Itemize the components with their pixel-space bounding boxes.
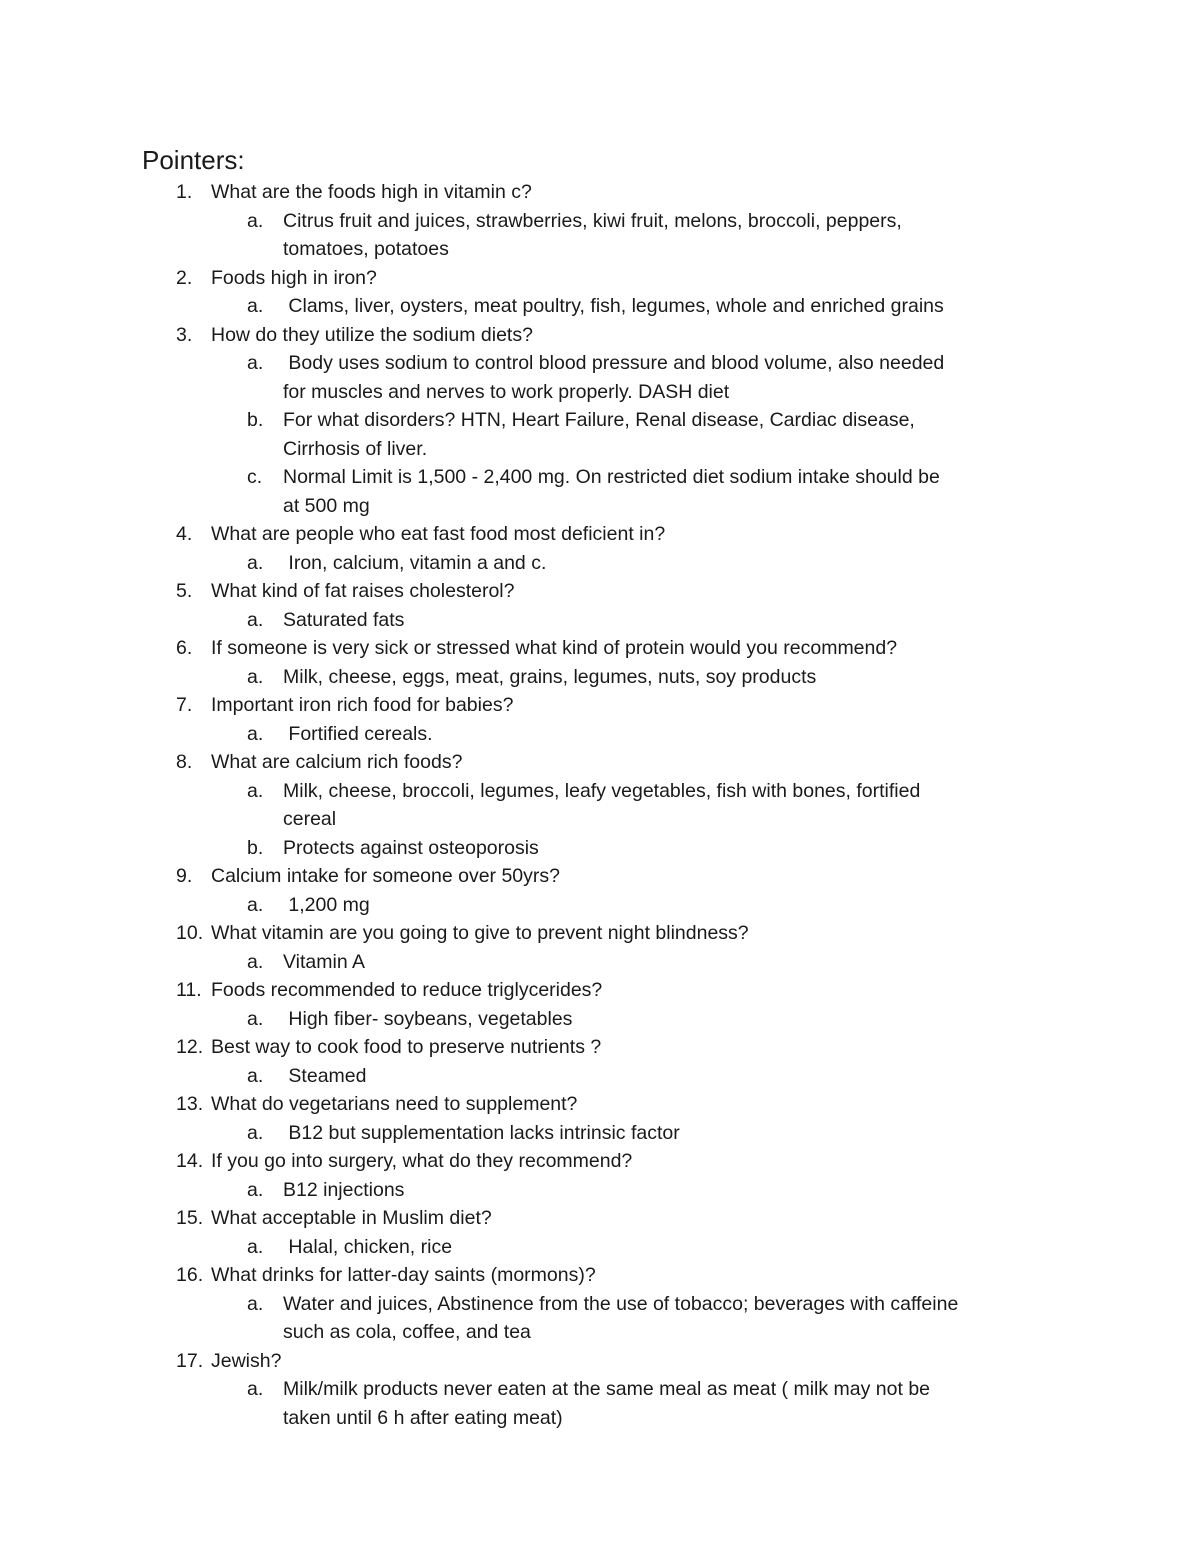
answer-list bbox=[211, 891, 1100, 920]
answer-text: Milk, cheese, eggs, meat, grains, legumes, nuts, soy products bbox=[283, 665, 817, 688]
answer-letter: a. bbox=[247, 1292, 264, 1315]
answer-letter: a. bbox=[247, 551, 264, 574]
answer-text: Halal, chicken, rice bbox=[283, 1235, 453, 1258]
answer-text: Citrus fruit and juices, strawberries, kiwi fruit, melons, broccoli, peppers, tomatoes, potatoes bbox=[283, 209, 908, 260]
answer-item bbox=[0, 1233, 1100, 1262]
answer-text: Fortified cereals. bbox=[283, 722, 433, 745]
question-text: Foods high in iron? bbox=[211, 266, 377, 289]
question-item bbox=[0, 520, 1200, 577]
answer-item bbox=[0, 1375, 1100, 1432]
question-number: 17. bbox=[176, 1349, 204, 1372]
answer-list bbox=[211, 1375, 1100, 1432]
answer-letter: a. bbox=[247, 1007, 264, 1030]
answer-list bbox=[211, 1062, 1100, 1091]
question-text: What vitamin are you going to give to prevent night blindness? bbox=[211, 922, 749, 944]
answer-list bbox=[211, 777, 1100, 863]
question-item bbox=[0, 1347, 1200, 1433]
answer-letter: a. bbox=[247, 1378, 264, 1400]
answer-item bbox=[0, 1119, 1100, 1148]
answer-text: Iron, calcium, vitamin a and c. bbox=[283, 551, 547, 574]
question-text: If you go into surgery, what do they recommend? bbox=[211, 1150, 633, 1172]
question-number: 11. bbox=[176, 979, 202, 1001]
question-item bbox=[0, 1090, 1200, 1147]
question-text: What kind of fat raises cholesterol? bbox=[211, 580, 515, 602]
answer-item bbox=[0, 1005, 1100, 1034]
answer-list bbox=[211, 292, 1100, 321]
answer-text: Saturated fats bbox=[283, 608, 405, 631]
question-number: 16. bbox=[176, 1264, 204, 1286]
answer-text: Normal Limit is 1,500 - 2,400 mg. On restricted diet sodium intake should be at 500 mg bbox=[283, 466, 946, 517]
answer-item bbox=[0, 463, 1100, 520]
answer-item bbox=[0, 663, 1100, 692]
answer-letter: a. bbox=[247, 352, 264, 374]
question-item bbox=[0, 1147, 1200, 1204]
question-item bbox=[0, 264, 1200, 321]
answer-text: Milk/milk products never eaten at the same meal as meat ( milk may not be taken until 6 h after eating meat) bbox=[283, 1378, 936, 1429]
question-item bbox=[0, 748, 1200, 862]
answer-item bbox=[0, 406, 1100, 463]
question-text: What are calcium rich foods? bbox=[211, 751, 463, 773]
question-list bbox=[0, 178, 1200, 1432]
answer-letter: a. bbox=[247, 1235, 264, 1258]
answer-letter: b. bbox=[247, 836, 264, 859]
question-item bbox=[0, 1033, 1200, 1090]
question-text: Jewish? bbox=[211, 1349, 282, 1372]
question-item bbox=[0, 691, 1200, 748]
question-text: What are the foods high in vitamin c? bbox=[211, 181, 532, 203]
answer-text: Protects against osteoporosis bbox=[283, 836, 539, 859]
answer-item bbox=[0, 720, 1100, 749]
question-text: If someone is very sick or stressed what kind of protein would you recommend? bbox=[211, 637, 898, 659]
answer-text: High fiber- soybeans, vegetables bbox=[283, 1007, 573, 1030]
answer-letter: a. bbox=[247, 1121, 264, 1144]
question-text: Foods recommended to reduce triglycerides? bbox=[211, 979, 603, 1001]
answer-item bbox=[0, 207, 1100, 264]
question-item bbox=[0, 634, 1200, 691]
answer-letter: a. bbox=[247, 779, 264, 802]
answer-item bbox=[0, 777, 1100, 834]
answer-list bbox=[211, 1005, 1100, 1034]
question-item bbox=[0, 919, 1200, 976]
question-item bbox=[0, 178, 1200, 264]
answer-list bbox=[211, 606, 1100, 635]
answer-letter: a. bbox=[247, 295, 264, 317]
answer-list bbox=[211, 207, 1100, 264]
answer-text: B12 injections bbox=[283, 1178, 405, 1201]
answer-letter: a. bbox=[247, 893, 264, 916]
answer-list bbox=[211, 549, 1100, 578]
question-item bbox=[0, 862, 1200, 919]
question-item bbox=[0, 976, 1200, 1033]
answer-list bbox=[211, 1176, 1100, 1205]
question-number: 2. bbox=[176, 266, 193, 289]
question-text: Important iron rich food for babies? bbox=[211, 694, 514, 716]
answer-text: For what disorders? HTN, Heart Failure, Renal disease, Cardiac disease, Cirrhosis of liver. bbox=[283, 409, 921, 460]
answer-list bbox=[211, 1290, 1100, 1347]
answer-letter: c. bbox=[247, 466, 263, 488]
answer-item bbox=[0, 1290, 1100, 1347]
answer-letter: b. bbox=[247, 409, 264, 431]
answer-item bbox=[0, 549, 1100, 578]
question-number: 14. bbox=[176, 1150, 204, 1172]
answer-item bbox=[0, 834, 1100, 863]
question-number: 10. bbox=[176, 922, 204, 944]
question-text: How do they utilize the sodium diets? bbox=[211, 323, 533, 346]
question-number: 7. bbox=[176, 694, 193, 716]
answer-list bbox=[211, 663, 1100, 692]
answer-letter: a. bbox=[247, 1064, 264, 1087]
answer-text: Water and juices, Abstinence from the use of tobacco; beverages with caffeine such as cola, coffee, and tea bbox=[283, 1292, 964, 1343]
question-number: 4. bbox=[176, 523, 193, 545]
question-item bbox=[0, 577, 1200, 634]
page-heading: Pointers: bbox=[142, 145, 245, 175]
question-number: 3. bbox=[176, 323, 193, 346]
question-text: Best way to cook food to preserve nutrients ? bbox=[211, 1036, 602, 1058]
question-number: 5. bbox=[176, 580, 193, 602]
question-number: 1. bbox=[176, 181, 193, 203]
question-text: What do vegetarians need to supplement? bbox=[211, 1093, 578, 1115]
question-number: 6. bbox=[176, 637, 193, 659]
answer-item bbox=[0, 349, 1100, 406]
answer-list bbox=[211, 948, 1100, 977]
answer-item bbox=[0, 891, 1100, 920]
question-number: 8. bbox=[176, 751, 193, 773]
answer-text: B12 but supplementation lacks intrinsic factor bbox=[283, 1121, 680, 1144]
answer-text: Clams, liver, oysters, meat poultry, fish, legumes, whole and enriched grains bbox=[283, 295, 944, 317]
answer-list bbox=[211, 1233, 1100, 1262]
question-item bbox=[0, 1261, 1200, 1347]
answer-text: Body uses sodium to control blood pressure and blood volume, also needed for muscles and nerves to work properly. DASH diet bbox=[283, 352, 950, 403]
question-item bbox=[0, 321, 1200, 521]
answer-letter: a. bbox=[247, 1178, 264, 1201]
answer-item bbox=[0, 948, 1100, 977]
answer-text: Steamed bbox=[283, 1064, 367, 1087]
answer-text: Milk, cheese, broccoli, legumes, leafy vegetables, fish with bones, fortified cereal bbox=[283, 779, 926, 830]
answer-text: 1,200 mg bbox=[283, 893, 370, 916]
answer-letter: a. bbox=[247, 608, 264, 631]
answer-letter: a. bbox=[247, 209, 264, 232]
question-number: 12. bbox=[176, 1036, 204, 1058]
question-number: 15. bbox=[176, 1207, 204, 1229]
question-number: 13. bbox=[176, 1093, 204, 1115]
question-text: What drinks for latter-day saints (mormons)? bbox=[211, 1264, 596, 1286]
answer-item bbox=[0, 606, 1100, 635]
question-item bbox=[0, 1204, 1200, 1261]
answer-item bbox=[0, 1176, 1100, 1205]
answer-letter: a. bbox=[247, 950, 264, 973]
question-text: What acceptable in Muslim diet? bbox=[211, 1207, 492, 1229]
question-number: 9. bbox=[176, 865, 193, 887]
answer-text: Vitamin A bbox=[283, 950, 366, 973]
answer-list bbox=[211, 349, 1100, 520]
answer-list bbox=[211, 1119, 1100, 1148]
answer-item bbox=[0, 1062, 1100, 1091]
answer-letter: a. bbox=[247, 722, 264, 745]
answer-item bbox=[0, 292, 1100, 321]
question-text: What are people who eat fast food most deficient in? bbox=[211, 523, 666, 545]
answer-letter: a. bbox=[247, 665, 264, 688]
answer-list bbox=[211, 720, 1100, 749]
question-text: Calcium intake for someone over 50yrs? bbox=[211, 865, 560, 887]
